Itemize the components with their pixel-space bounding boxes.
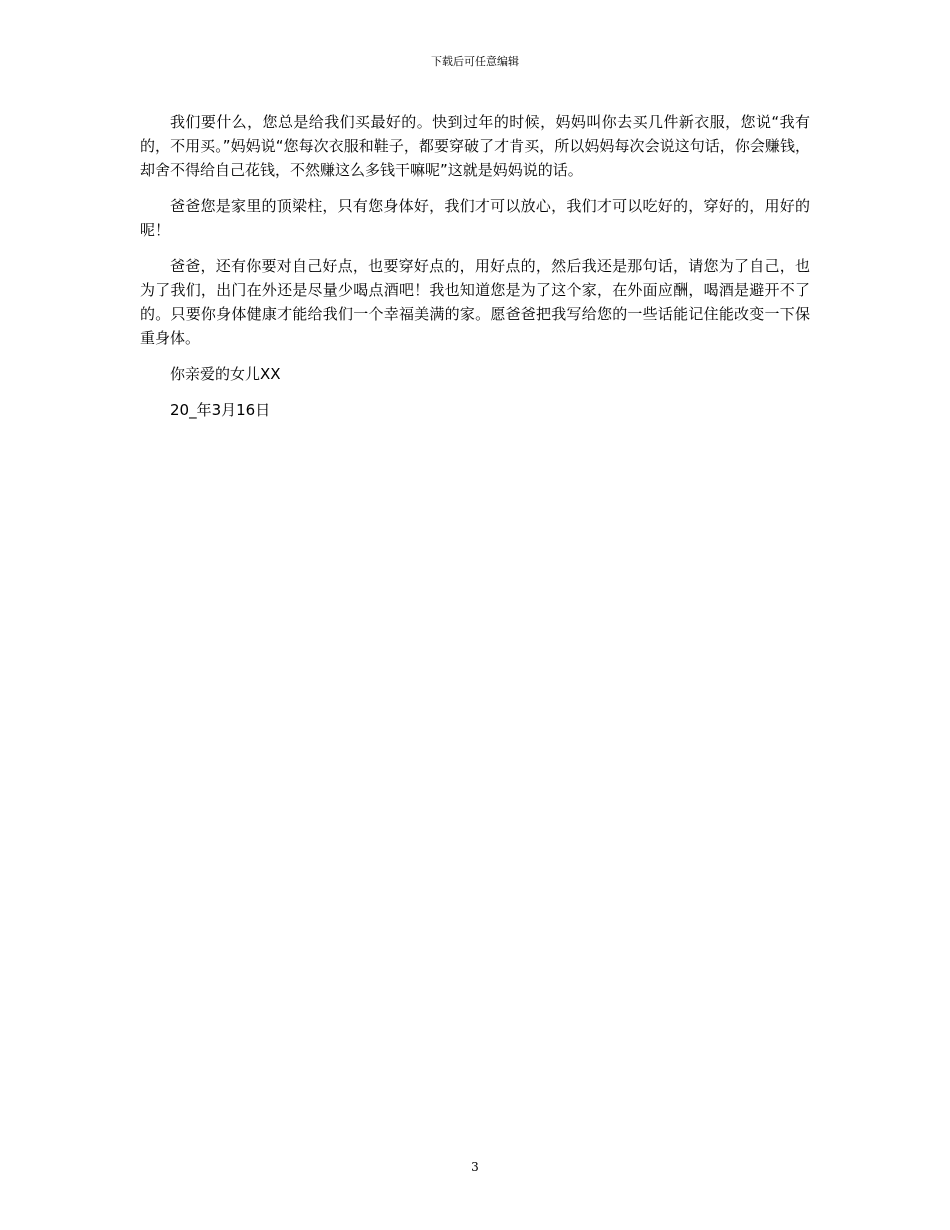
paragraph-2: 爸爸您是家里的顶梁柱，只有您身体好，我们才可以放心，我们才可以吃好的，穿好的，用好的呢！ (140, 197, 810, 239)
paragraph-3: 爸爸，还有你要对自己好点，也要穿好点的，用好点的，然后我还是那句话，请您为了自己，也为了我们，出门在外还是尽量少喝点酒吧！我也知道您是为了这个家，在外面应酬，喝酒是避开不了的。只要你身体健康才能给我们一个幸福美满的家。愿爸爸把我写给您的一些话能记住能改变一下保重身体。 (140, 257, 810, 347)
paragraph-1: 我们要什么，您总是给我们买最好的。快到过年的时候，妈妈叫你去买几件新衣服，您说“我有的，不用买。”妈妈说“您每次衣服和鞋子，都要穿破了才肯买，所以妈妈每次会说这句话，你会赚钱，却舍不得给自己花钱，不然赚这么多钱干嘛呢”这就是妈妈说的话。 (140, 113, 810, 179)
letter-body (140, 110, 810, 434)
page-header: 下载后可任意编辑 (431, 55, 519, 68)
letter-date: 20_年3月16日 (170, 401, 271, 419)
page-number: 3 (471, 1160, 479, 1174)
signature: 你亲爱的女儿XX (170, 365, 281, 383)
